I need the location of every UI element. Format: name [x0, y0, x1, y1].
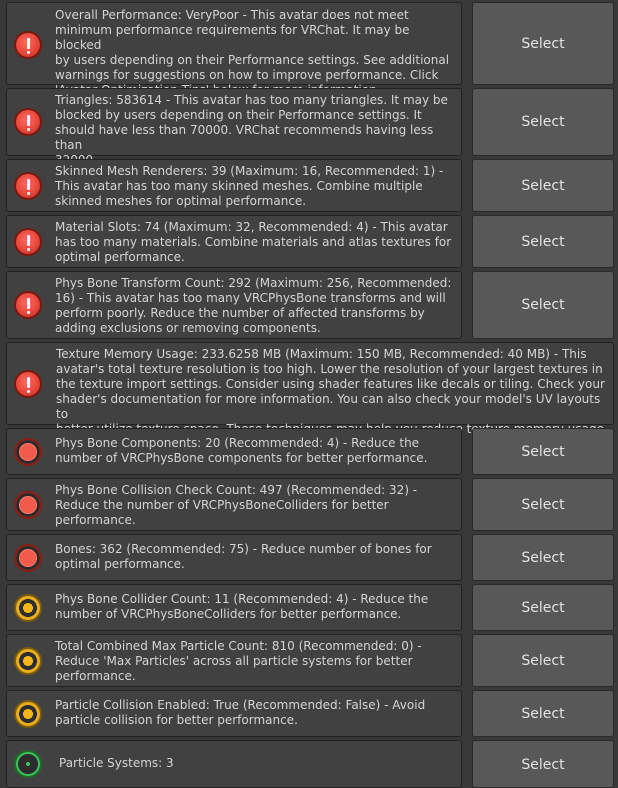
select-button[interactable]: Select: [472, 2, 614, 85]
message-box: [6, 634, 462, 687]
select-button[interactable]: Select: [472, 428, 614, 475]
error-icon: [14, 370, 42, 398]
message-text: Texture Memory Usage: 233.6258 MB (Maximum: 150 MB, Recommended: 40 MB) - This avatar's total texture resolution is too high. Lower the resolution of your largest textures in the texture import settings. Consider using shader features like decals or tiling. Check your shader's documentation for more information. You can also check your model's UV layouts to: [56, 347, 605, 421]
select-button[interactable]: Select: [472, 478, 614, 531]
message-box: [6, 478, 462, 531]
performance-row: [6, 342, 614, 425]
green-circle-icon: [14, 750, 42, 778]
message-text: Total Combined Max Particle Count: 810 (Recommended: 0) - Reduce 'Max Particles' across all particle systems for better performance.: [55, 639, 422, 683]
performance-row: [6, 478, 614, 531]
message-box: [6, 342, 614, 425]
select-button[interactable]: Select: [472, 215, 614, 268]
message-box: [6, 159, 462, 212]
performance-row: [6, 584, 614, 631]
performance-row: [6, 428, 614, 475]
performance-row: [6, 215, 614, 268]
message-box: [6, 271, 462, 339]
performance-row: [6, 634, 614, 687]
select-button[interactable]: Select: [472, 634, 614, 687]
select-button[interactable]: Select: [472, 159, 614, 212]
message-text: Skinned Mesh Renderers: 39 (Maximum: 16, Recommended: 1) - This avatar has too many skinned meshes. Combine multiple skinned meshes for optimal performance.: [55, 164, 444, 208]
select-button[interactable]: Select: [472, 740, 614, 788]
message-text: Particle Collision Enabled: True (Recommended: False) - Avoid particle collision for better performance.: [55, 698, 426, 727]
red-circle-icon: [14, 438, 42, 466]
error-icon: [14, 31, 42, 59]
error-icon: [14, 172, 42, 200]
performance-row: [6, 690, 614, 737]
message-text: Material Slots: 74 (Maximum: 32, Recommended: 4) - This avatar has too many materials. Combine materials and atlas textures for optimal performance.: [55, 220, 452, 264]
message-box: [6, 534, 462, 581]
performance-row: [6, 2, 614, 85]
message-text: Bones: 362 (Recommended: 75) - Reduce number of bones for optimal performance.: [55, 542, 432, 571]
message-text: Triangles: 583614 - This avatar has too many triangles. It may be blocked by users depending on their Performance settings. It should have less than 70000. VRChat recommends having less than: [55, 93, 448, 152]
select-button[interactable]: Select: [472, 584, 614, 631]
select-button[interactable]: Select: [472, 271, 614, 339]
select-button[interactable]: Select: [472, 534, 614, 581]
performance-row: [6, 159, 614, 212]
message-text: Phys Bone Collision Check Count: 497 (Recommended: 32) - Reduce the number of VRCPhysBoneColliders for better performance.: [55, 483, 418, 527]
performance-row: [6, 271, 614, 339]
yellow-circle-icon: [14, 647, 42, 675]
error-icon: [14, 228, 42, 256]
select-button[interactable]: Select: [472, 690, 614, 737]
message-text: Phys Bone Components: 20 (Recommended: 4) - Reduce the number of VRCPhysBone components for better performance.: [55, 436, 428, 465]
message-box: [6, 88, 462, 156]
message-box: [6, 584, 462, 631]
yellow-circle-icon: [14, 594, 42, 622]
message-box: [6, 2, 462, 85]
message-box: [6, 690, 462, 737]
performance-row: [6, 534, 614, 581]
message-text: Phys Bone Transform Count: 292 (Maximum: 256, Recommended: 16) - This avatar has too many VRCPhysBone transforms and will perform poorly. Reduce the number of affected transforms by adding exclusions or removing components.: [55, 276, 452, 335]
message-text: Particle Systems: 3: [59, 756, 174, 770]
performance-row: [6, 88, 614, 156]
red-circle-icon: [14, 544, 42, 572]
yellow-circle-icon: [14, 700, 42, 728]
message-box: [6, 428, 462, 475]
error-icon: [14, 291, 42, 319]
red-circle-icon: [14, 491, 42, 519]
select-button[interactable]: Select: [472, 88, 614, 156]
message-box: [6, 215, 462, 268]
message-text: Phys Bone Collider Count: 11 (Recommended: 4) - Reduce the number of VRCPhysBoneColliders for better performance.: [55, 592, 429, 621]
error-icon: [14, 108, 42, 136]
message-text: Overall Performance: VeryPoor - This avatar does not meet minimum performance requirements for VRChat. It may be blocked by users depending on their Performance settings. See additional warnings for suggestions on how to improve performance. Click: [55, 8, 450, 82]
